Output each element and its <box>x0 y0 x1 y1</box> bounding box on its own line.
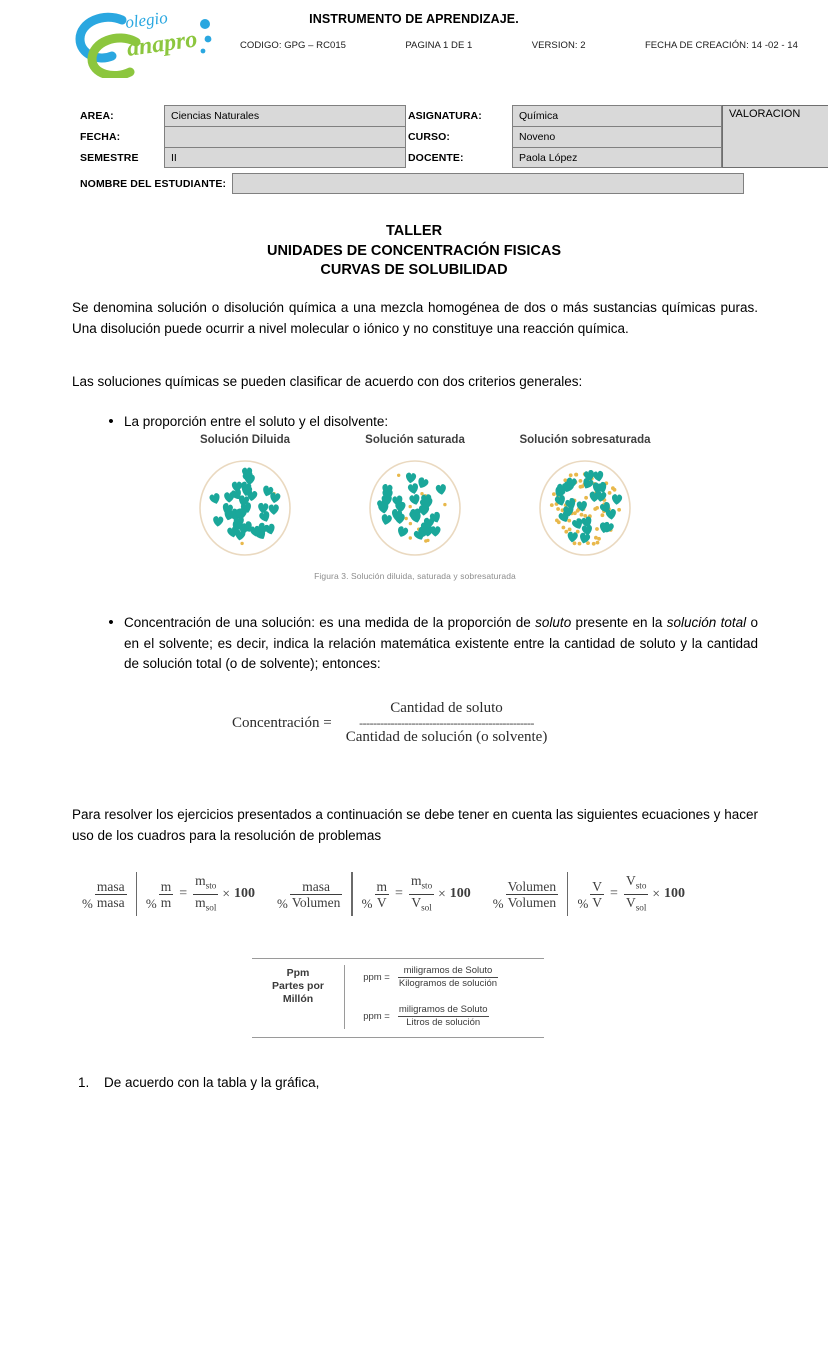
formula-label-masa-volumen <box>290 879 343 910</box>
question-item-1 <box>78 1073 319 1093</box>
title-line-curvas: CURVAS DE SOLUBILIDAD <box>320 262 508 278</box>
ppm-eq2-denominator: Litros de solución <box>406 1017 481 1028</box>
times-sign: × <box>222 886 231 901</box>
solution-saturada-icon <box>362 458 468 558</box>
info-value-asignatura[interactable]: Química <box>512 105 722 126</box>
info-value-area[interactable]: Ciencias Naturales <box>164 105 406 126</box>
ppm-eq1-numerator: miligramos de Soluto <box>398 965 498 978</box>
ppm-title-line1: Ppm <box>286 967 310 979</box>
info-value-valoracion[interactable]: VALORACION <box>722 105 828 168</box>
expr-right-bottom: $V_{sol}$ <box>409 894 433 916</box>
formula-label-top: masa <box>96 878 125 894</box>
figure-solutions <box>160 434 670 581</box>
figure-labels-row <box>160 434 670 446</box>
factor-100: 100 <box>234 886 256 901</box>
svg-text:olegio: olegio <box>124 7 169 32</box>
formula-label-volumen-volumen <box>506 879 559 910</box>
formula-expr-left <box>375 879 390 910</box>
concentration-denominator: Cantidad de solución (o solvente) <box>345 729 548 745</box>
ppm-title-line3: Millón <box>282 993 314 1005</box>
factor-100: 100 <box>449 886 471 901</box>
figure-label-sobresaturada: Solución sobresaturada <box>519 434 651 446</box>
expr-right-top: $V_{sto}$ <box>625 872 647 891</box>
times-sign: × <box>652 886 661 901</box>
ppm-title <box>252 965 344 1029</box>
figure-label-saturada: Solución saturada <box>365 434 465 446</box>
info-label-area: AREA: <box>80 109 114 122</box>
info-label-docente: DOCENTE: <box>408 151 464 164</box>
bullet2-seg3: o en el solvente; es decir, indica la relación matemática existente entre la cantidad de soluto y la cantidad de solución total (o de solvente); entonces: <box>124 615 758 671</box>
ppm-eq2-label: ppm = <box>363 1011 390 1022</box>
info-table <box>78 105 801 194</box>
formula-label-bottom: Volumen <box>291 894 341 910</box>
equals-sign: = <box>395 886 403 901</box>
solution-sobresaturada-icon <box>532 458 638 558</box>
expr-right-bottom: $m_{sol}$ <box>193 894 218 916</box>
ppm-divider <box>344 965 345 1029</box>
formula-expr-left <box>159 879 174 910</box>
bullet-text-proporcion: La proporción entre el soluto y el disolvente: <box>124 414 389 429</box>
student-name-field[interactable] <box>232 173 744 194</box>
percent-sign-icon: % <box>577 896 589 911</box>
percent-sign-icon: % <box>277 896 288 911</box>
ppm-box <box>252 958 544 1038</box>
formula-label-bottom: Volumen <box>507 894 557 910</box>
expr-left-top: m <box>376 878 388 894</box>
title-line-unidades: UNIDADES DE CONCENTRACIÓN FISICAS <box>266 242 562 259</box>
question-number: 1. <box>78 1075 90 1090</box>
ppm-formula-litros <box>363 1004 544 1029</box>
figure-label-diluida: Solución Diluida <box>199 434 291 446</box>
info-label-fecha: FECHA: <box>80 130 121 143</box>
formula-expr-right <box>409 873 434 915</box>
percent-formulas-row <box>82 872 685 916</box>
concentration-formula <box>232 700 547 746</box>
document-header <box>0 0 828 86</box>
ppm-eq2-fraction <box>398 1004 489 1029</box>
bullet2-seg1: Concentración de una solución: es una medida de la proporción de <box>124 615 536 630</box>
ppm-eq1-fraction <box>398 965 498 990</box>
bullet-item-proporcion <box>98 412 758 433</box>
info-value-semestre[interactable]: II <box>164 147 406 168</box>
header-meta-codigo: CODIGO: GPG – RC015 <box>240 40 347 51</box>
expr-right-top: $m_{sto}$ <box>195 872 217 891</box>
expr-left-bottom: V <box>376 894 387 910</box>
header-meta-pagina: PAGINA 1 DE 1 <box>405 40 473 51</box>
formula-masa-volumen <box>277 872 471 916</box>
bullet2-em-soluto: soluto <box>535 615 572 630</box>
title-line-taller: TALLER <box>385 223 443 239</box>
formula-expr-right <box>624 873 648 915</box>
expr-right-top: $m_{sto}$ <box>410 872 433 891</box>
ppm-eq2-numerator: miligramos de Soluto <box>398 1004 488 1015</box>
formula-label-bottom: masa <box>96 894 125 910</box>
factor-100: 100 <box>664 886 686 901</box>
percent-sign-icon: % <box>361 896 373 911</box>
page-title <box>70 222 758 281</box>
formula-masa-masa <box>82 872 255 916</box>
formula-expr-right <box>193 873 218 915</box>
formula-divider <box>136 872 137 916</box>
student-name-row <box>78 173 744 194</box>
figure-circle-diluida-wrap <box>160 458 330 563</box>
figure-col-diluida <box>160 434 330 446</box>
expr-left-bottom: V <box>592 894 603 910</box>
formula-label-top: Volumen <box>507 878 557 894</box>
figure-col-saturada <box>330 434 500 446</box>
formula-label-top: masa <box>302 878 330 894</box>
formula-divider <box>567 872 568 916</box>
info-label-semestre: SEMESTRE <box>80 151 139 164</box>
header-meta-version: VERSION: 2 <box>531 40 586 51</box>
concentration-formula-fraction <box>346 700 548 746</box>
figure-circles-row <box>160 458 670 563</box>
times-sign: × <box>438 886 446 901</box>
figure-circle-saturada-wrap <box>330 458 500 563</box>
paragraph-clasificacion: Las soluciones químicas se pueden clasificar de acuerdo con dos criterios generales: <box>72 374 583 389</box>
bullet2-seg2: presente en la <box>571 615 667 630</box>
figure-caption: Figura 3. Solución diluida, saturada y sobresaturada <box>314 571 516 581</box>
concentration-fraction-bar: -------------------------------------------------- <box>359 718 534 728</box>
bullet2-em-solucion-total: solución total <box>666 615 747 630</box>
expr-left-top: m <box>160 878 172 894</box>
expr-left-top: V <box>592 878 603 894</box>
question-text: De acuerdo con la tabla y la gráfica, <box>104 1075 320 1090</box>
paragraph-intro: Se denomina solución o disolución química a una mezcla homogénea de dos o más sustancias químicas puras. Una disolución puede ocurrir a nivel molecular o iónico y no constituye una reacción química. <box>72 300 758 336</box>
bullet-item-concentracion <box>98 613 758 675</box>
svg-text:anapro: anapro <box>125 26 199 62</box>
percent-sign-icon: % <box>145 896 157 911</box>
ppm-formula-kilogramos <box>363 965 544 990</box>
info-label-curso: CURSO: <box>408 130 451 143</box>
equals-sign: = <box>610 886 618 901</box>
info-value-curso[interactable]: Noveno <box>512 126 722 147</box>
solution-diluida-icon <box>192 458 298 558</box>
ppm-eq1-label: ppm = <box>363 972 390 983</box>
info-table-grid <box>78 105 801 168</box>
paragraph-resolver: Para resolver los ejercicios presentados a continuación se debe tener en cuenta las siguientes ecuaciones y hacer uso de los cuadros para la resolución de problemas <box>72 807 758 843</box>
figure-circle-sobresaturada-wrap <box>500 458 670 563</box>
ppm-eq1-denominator: Kilogramos de solución <box>398 978 498 989</box>
concentration-formula-lhs: Concentración = <box>232 714 332 731</box>
ppm-formulas <box>359 965 544 1029</box>
bullet-text-concentracion <box>124 613 758 675</box>
percent-sign-icon: % <box>492 896 504 911</box>
percent-sign-icon: % <box>82 896 93 911</box>
bullet-dot-icon: • <box>108 614 114 631</box>
info-label-asignatura: ASIGNATURA: <box>408 109 482 122</box>
bullet-dot-icon: • <box>108 413 114 430</box>
formula-label-masa-masa <box>95 879 127 910</box>
formula-divider <box>351 872 352 916</box>
info-value-fecha[interactable] <box>164 126 406 147</box>
concentration-numerator: Cantidad de soluto <box>390 700 503 716</box>
header-meta-fecha: FECHA DE CREACIÓN: 14 -02 - 14 <box>644 40 798 51</box>
header-title: INSTRUMENTO DE APRENDIZAJE. <box>309 12 519 26</box>
formula-expr-left <box>590 879 604 910</box>
info-value-docente[interactable]: Paola López <box>512 147 722 168</box>
expr-left-bottom: m <box>160 894 172 910</box>
header-meta <box>240 40 798 51</box>
figure-col-sobresaturada <box>500 434 670 446</box>
ppm-title-line2: Partes por <box>272 980 324 992</box>
equals-sign: = <box>179 886 188 901</box>
student-name-label: NOMBRE DEL ESTUDIANTE: <box>80 177 227 190</box>
expr-right-bottom: $V_{sol}$ <box>624 894 648 916</box>
formula-volumen-volumen <box>493 872 685 916</box>
